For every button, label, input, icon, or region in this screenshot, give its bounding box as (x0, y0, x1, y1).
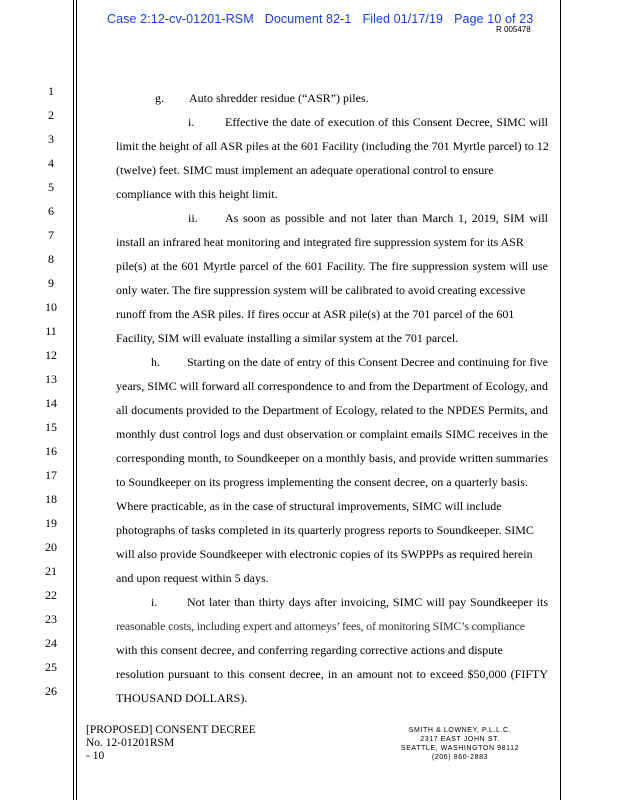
line-number: 16 (45, 444, 57, 458)
item-h-line: all documents provided to the Department of Ecology, related to the NPDES Permits, and (116, 403, 548, 417)
item-ii-line: runoff from the ASR piles. If fires occur at ASR pile(s) at the 701 parcel of the 601 (116, 307, 515, 321)
page-of: Page 10 of 23 (454, 12, 534, 26)
item-ii-marker: ii. (188, 211, 198, 225)
firm-city: SEATTLE, WASHINGTON 98112 (400, 745, 520, 752)
item-ii-line: As soon as possible and not later than March 1, 2019, SIM will (225, 211, 548, 225)
line-number: 24 (45, 636, 57, 650)
item-h-line: corresponding month, to Soundkeeper on a monthly basis, and provide written summaries (116, 451, 548, 465)
document-number: Document 82-1 (264, 12, 352, 26)
footer-title: [PROPOSED] CONSENT DECREE (86, 724, 256, 736)
item-h-line: years, SIMC will forward all correspondence to and from the Department of Ecology, and (116, 379, 548, 393)
item-ii-line: pile(s) at the 601 Myrtle parcel of the 601 Facility. The fire suppression system will use (116, 259, 548, 273)
line-number: 12 (45, 348, 57, 362)
item-h-line: Where practicable, as in the case of structural improvements, SIMC will include (116, 499, 502, 513)
line-number: 9 (48, 276, 54, 290)
line-number: 26 (45, 684, 57, 698)
item-i-line: compliance with this height limit. (116, 187, 278, 201)
line-number: 20 (45, 540, 57, 554)
item-h-line: photographs of tasks completed in its quarterly progress reports to Soundkeeper. SIMC (116, 523, 534, 537)
item-i2-line: resolution pursuant to this consent decree, in an amount not to exceed $50,000 (FIFTY (116, 667, 548, 681)
line-number: 22 (45, 588, 57, 602)
footer-caption (86, 724, 256, 763)
firm-address-block (392, 726, 528, 762)
line-number: 1 (48, 84, 54, 98)
item-i-line: limit the height of all ASR piles at the 601 Facility (including the 701 Myrtle parcel) to 12 (116, 139, 549, 153)
bates-number: R 005478 (496, 25, 531, 34)
line-number: 10 (45, 300, 57, 314)
item-h-line: will also provide Soundkeeper with electronic copies of its SWPPPs as required herein (116, 547, 533, 561)
item-i2-marker: i. (151, 595, 158, 609)
line-number: 13 (45, 372, 57, 386)
item-h-line: and upon request within 5 days. (116, 571, 269, 585)
line-number: 2 (48, 108, 54, 122)
item-i2-line: THOUSAND DOLLARS). (116, 691, 248, 705)
item-h-line: monthly dust control logs and dust observation or complaint emails SIMC receives in the (116, 427, 548, 441)
line-number: 8 (48, 252, 54, 266)
firm-phone: (206) 860-2883 (431, 754, 489, 761)
ecf-header-stamp (107, 12, 544, 26)
line-number: 17 (45, 468, 57, 482)
item-ii-line: Facility, SIM will evaluate installing a similar system at the 701 parcel. (116, 331, 459, 345)
item-i2-line: reasonable costs, including expert and attorneys’ fees, of monitoring SIMC’s compliance (116, 619, 525, 633)
line-number: 3 (48, 132, 54, 146)
item-i2-line: Not later than thirty days after invoicing, SIMC will pay Soundkeeper its (187, 595, 548, 609)
item-ii-line: install an infrared heat monitoring and integrated fire suppression system for its ASR (116, 235, 524, 249)
right-margin-rule (560, 0, 561, 800)
line-number: 11 (45, 324, 57, 338)
item-ii-line: only water. The fire suppression system will be calibrated to avoid creating excessive (116, 283, 526, 297)
line-number: 23 (45, 612, 57, 626)
item-i-line: Effective the date of execution of this Consent Decree, SIMC will (225, 115, 548, 129)
line-number: 14 (45, 396, 57, 410)
item-i2-line: with this consent decree, and conferring regarding corrective actions and dispute (116, 643, 503, 657)
item-h-line: to Soundkeeper on its progress implementing the consent decree, on a quarterly basis. (116, 475, 528, 489)
item-h-line: Starting on the date of entry of this Consent Decree and continuing for five (187, 355, 548, 369)
line-number: 7 (48, 228, 54, 242)
line-number: 21 (45, 564, 57, 578)
footer-case-no: No. 12-01201RSM (86, 737, 175, 749)
left-margin-rule-inner (76, 0, 77, 800)
line-number: 5 (48, 180, 54, 194)
firm-street: 2317 EAST JOHN ST. (420, 736, 500, 743)
line-number: 25 (45, 660, 57, 674)
item-i-marker: i. (188, 115, 195, 129)
line-number: 6 (48, 204, 54, 218)
firm-name: SMITH & LOWNEY, P.L.L.C. (408, 727, 512, 734)
case-number: Case 2:12-cv-01201-RSM (107, 12, 254, 26)
left-margin-rule-outer (73, 0, 74, 800)
footer-page-number: - 10 (86, 750, 105, 762)
line-number: 19 (45, 516, 57, 530)
item-g-marker: g. (155, 91, 164, 105)
filed-date: Filed 01/17/19 (362, 12, 444, 26)
line-number: 4 (48, 156, 54, 170)
item-g-heading: Auto shredder residue (“ASR”) piles. (189, 91, 369, 105)
line-number: 15 (45, 420, 57, 434)
line-number: 18 (45, 492, 57, 506)
item-i-line: (twelve) feet. SIMC must implement an adequate operational control to ensure (116, 163, 494, 177)
item-h-marker: h. (151, 355, 160, 369)
